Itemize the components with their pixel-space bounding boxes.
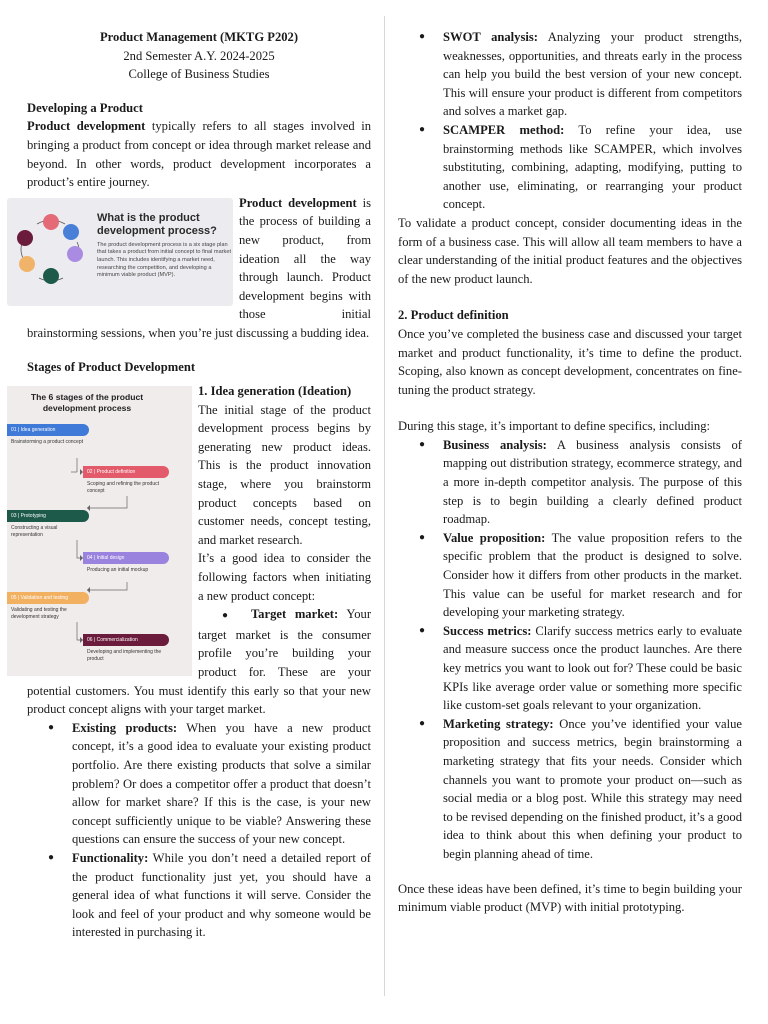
left-bullet-list [27,719,371,942]
bullet-business-analysis: ● Business analysis: A business analysis consists of mapping out distribution strategy, ecommerce strategy, and a more in-depth competitor analysis. The purpose of this step is to begin building a clearly defined product roadmap. [398,436,742,529]
bullet-marketing-strategy: ● Marketing strategy: Once you’ve identified your value proposition and success metrics, begin brainstorming a marketing strategy that fits your needs. Consider which channels you want to promote your product on—such as social media or a blog post. While this strategy may need to be revised depending on the finished product, it’s a good idea to think about this when defining your product to begin planning ahead of time. [398,715,742,864]
left-column [11,28,372,942]
cycle-dot-5 [17,230,33,246]
course-title: Product Management (MKTG P202) [99,30,299,44]
intro-with-figure [27,194,371,343]
product-development-paragraph: Product development is the process of building a new product, from ideation all the way through launch. Product development begins with those initial brainstorming sessions, when you’re just discussing a budding idea. [27,195,371,340]
stage-6-desc: Developing and implementing the product [87,649,162,663]
stage-1-desc: Brainstorming a product concept [11,439,83,446]
stage-6-label: 06 | Commercialization [83,634,169,646]
section-heading-definition: 2. Product definition [398,308,509,323]
bullet-scamper: ● SCAMPER method: To refine your idea, use brainstorming methods like SCAMPER, which involves substituting, combining, adapting, modifying, putting to another use, eliminating, or rearranging your product concept. [398,121,742,214]
stage-3-desc: Constructing a visual representation [11,525,58,539]
definition-specifics-intro: During this stage, it’s important to define specifics, including: [398,419,710,434]
target-market-bullet: ● Target market: Your target market is the consumer profile you’re building your product for. These are your potential customers. You must identify this early so that your new product concept aligns with your target market. [27,607,372,717]
stage-2-label: 02 | Product definition [83,466,169,478]
figure2-title: The 6 stages of the product development process [30,392,144,413]
cycle-dot-1 [63,224,79,240]
figure-process-overview [7,198,233,306]
stage-3-label: 03 | Prototyping [7,510,89,522]
bullet-functionality: ● Functionality: While you don’t need a detailed report of the product functionality just yet, you should have a general idea of what functions it will serve. Consider the look and feel of your product and why someone would be interested in purchasing it. [27,849,371,942]
cycle-dot-6 [43,214,59,230]
process-cycle-icon [13,212,89,288]
figure1-title: What is the product development process? [97,211,217,237]
bullet-success-metrics: ● Success metrics: Clarify success metrics early to evaluate and measure success once the product launches. Are there key metrics you want to look out for? These could be basic KPIs like average order value or something more specific like custom-set goals relevant to your organization. [398,622,742,715]
right-bullet-list-top [398,28,742,214]
cycle-dot-2 [67,246,83,262]
bullet-value-proposition: ● Value proposition: The value proposition refers to the specific problem that the product is designed to solve. Consider how it differs from other products in the market. This value can be useful for market research and for developing your marketing strategy. [398,529,742,622]
stage-5-label: 05 | Validation and testing [7,592,89,604]
idea-paragraph: The initial stage of the product development process begins by generating new product ideas. This is the product innovation stage, where you brainstorm product concepts based on customer needs, concept testing, and market research. [198,402,371,547]
stage-4-label: 04 | Initial design [83,552,169,564]
figure-six-stages [7,386,192,676]
figure1-text: The product development process is a six stage plan that takes a product from initial concept to final market launch. This includes identifying a market need, researching the competition, and developing a minimum viable product (MVP). [97,241,232,279]
stage-connectors [7,386,192,676]
section-heading-developing: Developing a Product [27,100,143,115]
cycle-dot-4 [19,256,35,272]
column-divider [384,16,385,996]
college: College of Business Studies [128,67,270,82]
bullet-existing-products: ● Existing products: When you have a new product concept, it’s a good idea to evaluate your existing product portfolio. Are there existing products that solve a similar problem? Or does a competitor offer a product that doesn’t allow for market share? If this is the case, is your new concept sufficiently unique to be viable? Answering these questions can ensure the success of your new concept. [27,719,371,849]
semester: 2nd Semester A.Y. 2024-2025 [123,48,275,63]
right-bullet-list-bottom [398,436,742,864]
idea-factors-intro: It’s a good idea to consider the following factors when initiating a new product concept: [198,551,371,603]
stage-2-desc: Scoping and refining the product concept [87,481,159,495]
section-heading-stages: Stages of Product Development [27,359,196,374]
cycle-dot-3 [43,268,59,284]
intro-paragraph: Product development typically refers to all stages involved in bringing a product from concept or idea through market release and beyond. In other words, product development incorporates a product’s entire journey. [27,119,372,190]
idea-with-figure [11,382,372,719]
idea-heading: 1. Idea generation (Ideation) [198,384,352,399]
closing-paragraph: Once these ideas have been defined, it’s time to begin building your minimum viable product (MVP) with initial prototyping. [398,881,742,915]
right-column [398,28,742,917]
stage-5-desc: Validating and testing the development strategy [11,607,67,621]
validate-paragraph: To validate a product concept, consider documenting ideas in the form of a business case. This will allow all team members to have a clear understanding of the initial product features and the objectives of the new product launch. [398,215,742,286]
bullet-swot: ● SWOT analysis: Analyzing your product strengths, weaknesses, opportunities, and threats early in the process can help you build the best version of your new concept. This will ensure your product is different from competitors and solves a market gap. [398,28,742,121]
stage-4-desc: Producing an initial mockup [87,567,149,574]
stage-1-label: 01 | Idea generation [7,424,89,436]
definition-paragraph: Once you’ve completed the business case and discussed your target market and product functionality, it’s time to define the product. Scoping, also known as concept development, concentrates on fine-tuning the product strategy. [398,326,742,397]
